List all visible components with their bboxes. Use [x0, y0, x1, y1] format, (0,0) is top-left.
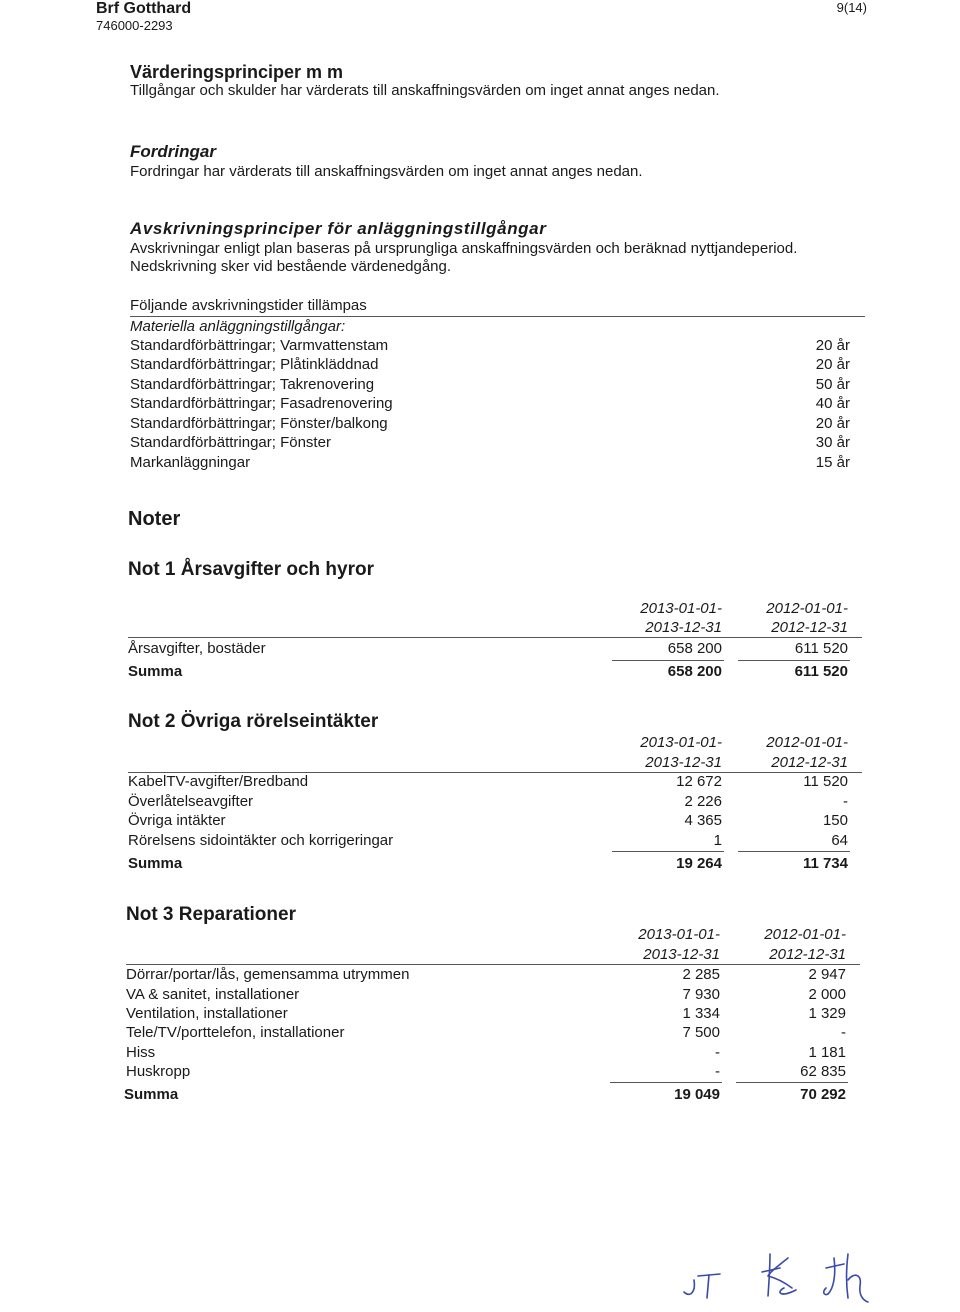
row-value-2013: 1 — [713, 832, 722, 849]
row-label: Hiss — [126, 1044, 156, 1061]
row-value-2012: 2 000 — [808, 986, 846, 1003]
note1-period2-end: 2012-12-31 — [771, 619, 848, 636]
row-value-2013: 2 285 — [682, 966, 720, 983]
table-row — [0, 1024, 960, 1043]
row-value-2012: - — [841, 1024, 846, 1041]
table-row — [130, 376, 850, 395]
table-row — [130, 337, 850, 356]
table-row — [0, 773, 960, 792]
row-label: KabelTV-avgifter/Bredband — [128, 773, 309, 790]
sum-value-2012: 70 292 — [800, 1086, 846, 1103]
table-row — [0, 812, 960, 831]
depreciation-text-line1: Avskrivningar enligt plan baseras på ursprungliga anskaffningsvärden och beräknad nyttjandeperiod. — [130, 240, 798, 257]
row-value-2013: 7 500 — [682, 1024, 720, 1041]
receivables-text: Fordringar har värderats till anskaffningsvärden om inget annat anges nedan. — [130, 163, 643, 180]
row-label: Standardförbättringar; Fönster/balkong — [130, 415, 388, 432]
row-value-2012: 62 835 — [800, 1063, 846, 1080]
note3-period2-end: 2012-12-31 — [769, 946, 846, 963]
note1-period1-start: 2013-01-01- — [640, 600, 722, 617]
depreciation-text-line2: Nedskrivning sker vid bestående värdenedgång. — [130, 258, 452, 275]
note3-title: Not 3 Reparationer — [126, 904, 296, 925]
row-label: Överlåtelseavgifter — [128, 793, 254, 810]
organization-number: 746000-2293 — [96, 18, 173, 33]
sum-rule — [612, 851, 724, 852]
row-label: Standardförbättringar; Plåtinkläddnad — [130, 356, 379, 373]
row-value-2013: 12 672 — [676, 773, 722, 790]
organization-name: Brf Gotthard — [96, 0, 192, 17]
row-value-2013: 658 200 — [667, 640, 722, 657]
valuation-text: Tillgångar och skulder har värderats till anskaffningsvärden om inget annat anges nedan. — [130, 82, 720, 99]
table-row — [0, 1044, 960, 1063]
row-label: Standardförbättringar; Fönster — [130, 434, 331, 451]
sum-row — [0, 663, 960, 682]
table-rule — [130, 316, 865, 317]
row-value: 15 år — [815, 454, 850, 471]
note2-period2-start: 2012-01-01- — [766, 734, 848, 751]
note3-period1-end: 2013-12-31 — [643, 946, 720, 963]
table-row — [0, 640, 960, 659]
table-row — [0, 832, 960, 851]
table-row — [0, 1005, 960, 1024]
row-value-2013: 7 930 — [682, 986, 720, 1003]
sum-label: Summa — [124, 1086, 179, 1103]
receivables-title: Fordringar — [130, 142, 216, 161]
row-value-2013: 2 226 — [684, 793, 722, 810]
note1-period2-start: 2012-01-01- — [766, 600, 848, 617]
row-value-2012: - — [843, 793, 848, 810]
sum-rule — [612, 660, 724, 661]
sum-rule — [738, 660, 850, 661]
note2-period2-end: 2012-12-31 — [771, 754, 848, 771]
row-label: Dörrar/portar/lås, gemensamma utrymmen — [126, 966, 410, 983]
sum-value-2013: 658 200 — [667, 663, 722, 680]
row-label: Markanläggningar — [130, 454, 251, 471]
sum-label: Summa — [128, 663, 183, 680]
sum-rule — [736, 1082, 848, 1083]
row-value-2013: 1 334 — [682, 1005, 720, 1022]
table-rule — [126, 964, 860, 965]
sum-value-2012: 611 520 — [794, 663, 848, 680]
row-value-2013: - — [715, 1063, 720, 1080]
row-value-2012: 64 — [831, 832, 848, 849]
note2-title: Not 2 Övriga rörelseintäkter — [128, 711, 379, 732]
page-number: 9(14) — [836, 0, 867, 15]
notes-title: Noter — [128, 508, 181, 530]
table-row — [0, 986, 960, 1005]
note2-period1-start: 2013-01-01- — [640, 734, 722, 751]
table-row — [130, 356, 850, 375]
sum-row — [0, 855, 960, 874]
row-value: 20 år — [815, 415, 850, 432]
note3-period1-start: 2013-01-01- — [638, 926, 720, 943]
sum-row — [0, 1086, 960, 1105]
note2-period1-end: 2013-12-31 — [645, 754, 722, 771]
row-value: 40 år — [815, 395, 850, 412]
depreciation-title: Avskrivningsprinciper för anläggningstillgångar — [130, 219, 547, 238]
sum-rule — [738, 851, 850, 852]
row-label: Standardförbättringar; Varmvattenstam — [130, 337, 389, 354]
handwritten-initials — [676, 1248, 886, 1308]
table-row — [130, 395, 850, 414]
row-value: 50 år — [815, 376, 850, 393]
row-value-2013: 4 365 — [684, 812, 722, 829]
row-value-2012: 150 — [822, 812, 848, 829]
note1-period1-end: 2013-12-31 — [645, 619, 722, 636]
sum-value-2013: 19 049 — [674, 1086, 720, 1103]
row-label: VA & sanitet, installationer — [126, 986, 300, 1003]
row-label: Huskropp — [126, 1063, 191, 1080]
sum-label: Summa — [128, 855, 183, 872]
row-value-2012: 11 520 — [803, 773, 848, 790]
row-label: Standardförbättringar; Fasadrenovering — [130, 395, 393, 412]
row-label: Tele/TV/porttelefon, installationer — [126, 1024, 345, 1041]
sum-value-2012: 11 734 — [802, 855, 848, 872]
valuation-title: Värderingsprinciper m m — [130, 62, 344, 82]
row-label: Standardförbättringar; Takrenovering — [130, 376, 375, 393]
row-value: 20 år — [815, 356, 850, 373]
depreciation-table-subheading: Materiella anläggningstillgångar: — [130, 318, 346, 335]
row-value-2012: 611 520 — [794, 640, 848, 657]
row-label: Övriga intäkter — [128, 812, 226, 829]
sum-rule — [610, 1082, 722, 1083]
row-value-2012: 1 181 — [808, 1044, 846, 1061]
table-row — [0, 966, 960, 985]
table-rule — [128, 637, 862, 638]
table-row — [130, 454, 850, 473]
note1-title: Not 1 Årsavgifter och hyror — [128, 559, 374, 580]
sum-value-2013: 19 264 — [676, 855, 722, 872]
row-value-2012: 1 329 — [808, 1005, 846, 1022]
row-label: Rörelsens sidointäkter och korrigeringar — [128, 832, 394, 849]
table-row — [130, 434, 850, 453]
table-row — [0, 793, 960, 812]
row-label: Ventilation, installationer — [126, 1005, 288, 1022]
note3-period2-start: 2012-01-01- — [764, 926, 846, 943]
row-value-2013: - — [715, 1044, 720, 1061]
depreciation-table-heading: Följande avskrivningstider tillämpas — [130, 297, 367, 314]
row-value: 30 år — [815, 434, 850, 451]
table-row — [0, 1063, 960, 1082]
row-value: 20 år — [815, 337, 850, 354]
row-value-2012: 2 947 — [808, 966, 846, 983]
table-row — [130, 415, 850, 434]
row-label: Årsavgifter, bostäder — [128, 640, 266, 657]
